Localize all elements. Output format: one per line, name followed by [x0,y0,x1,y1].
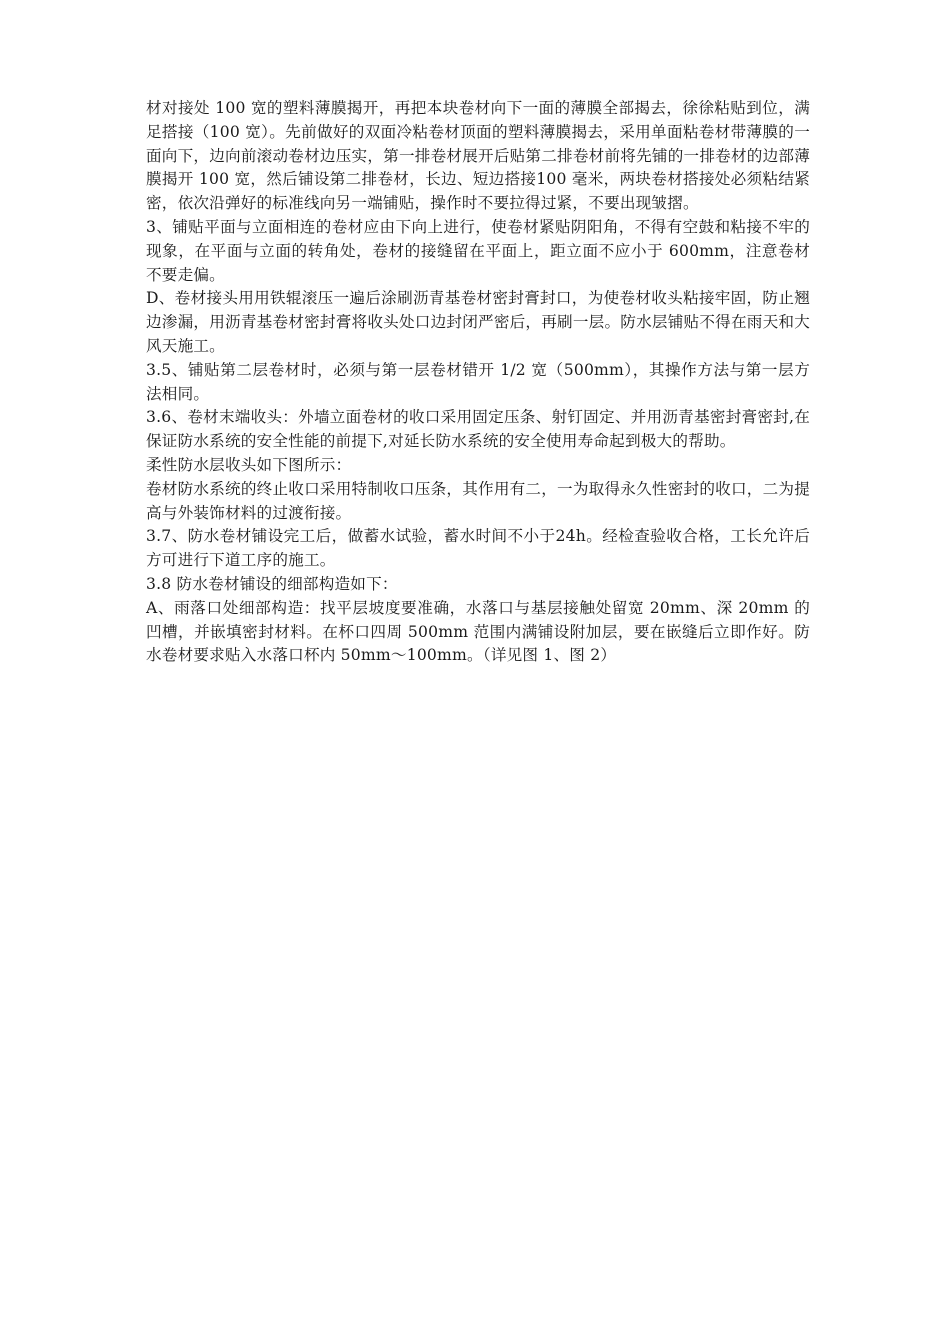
paragraph-membrane-overlap: 材对接处 100 宽的塑料薄膜揭开，再把本块卷材向下一面的薄膜全部揭去，徐徐粘贴到位，满足搭接（100 宽）。先前做好的双面冷粘卷材顶面的塑料薄膜揭去，采用单面粘卷材带薄膜的一面向下，边向前滚动卷材边压实，第一排卷材展开后贴第二排卷材前将先铺的一排卷材的边部薄膜揭开 100 宽，然后铺设第二排卷材，长边、短边搭接100 毫米，两块卷材搭接处必须粘结紧密，依次沿弹好的标准线向另一端铺贴，操作时不要拉得过紧，不要出现皱摺。 [146,99,810,213]
paragraph-step-3-5: 3.5、铺贴第二层卷材时，必须与第一层卷材错开 1/2 宽（500mm），其操作方法与第一层方法相同。 [146,360,810,403]
document-body [146,97,810,668]
paragraph-step-3: 3、铺贴平面与立面相连的卷材应由下向上进行，使卷材紧贴阴阳角，不得有空鼓和粘接不牢的现象，在平面与立面的转角处，卷材的接缝留在平面上，距立面不应小于 600mm，注意卷材不要走偏。 [146,217,810,284]
paragraph-figure-intro: 柔性防水层收头如下图所示： [146,455,352,474]
paragraph-step-3-8: 3.8 防水卷材铺设的细部构造如下： [146,574,398,593]
paragraph-termination-strip: 卷材防水系统的终止收口采用特制收口压条，其作用有二，一为取得永久性密封的收口，二为提高与外装饰材料的过渡衔接。 [146,479,810,522]
paragraph-step-a: A、雨落口处细部构造：找平层坡度要准确，水落口与基层接触处留宽 20mm、深 20mm 的凹槽，并嵌填密封材料。在杯口四周 500mm 范围内满铺设附加层，要在嵌缝后立即作好。防水卷材要求贴入水落口杯内 50mm～100mm。（详见图 1、图 2） [146,598,810,665]
paragraph-step-3-7: 3.7、防水卷材铺设完工后，做蓄水试验，蓄水时间不小于24h。经检查验收合格，工长允许后方可进行下道工序的施工。 [146,527,810,570]
paragraph-step-3-6: 3.6、卷材末端收头：外墙立面卷材的收口采用固定压条、射钉固定、并用沥青基密封膏密封,在保证防水系统的安全性能的前提下,对延长防水系统的安全使用寿命起到极大的帮助。 [146,408,810,451]
paragraph-step-d: D、卷材接头用用铁辊滚压一遍后涂刷沥青基卷材密封膏封口，为使卷材收头粘接牢固，防止翘边渗漏，用沥青基卷材密封膏将收头处口边封闭严密后，再刷一层。防水层铺贴不得在雨天和大风天施工。 [146,289,810,355]
